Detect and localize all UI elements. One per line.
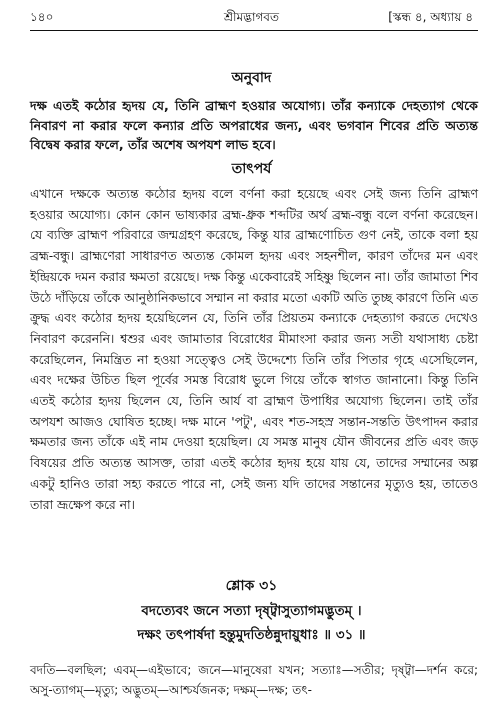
book-title: শ্রীমদ্ভাগবত xyxy=(223,10,279,24)
purport-heading: তাৎপর্য xyxy=(231,161,272,177)
page-number: ১৪০ xyxy=(30,10,54,24)
translation-heading: অনুবাদ xyxy=(231,70,272,86)
purport-text: এখানে দক্ষকে অত্যন্ত কঠোর হৃদয় বলে বর্ণনা করা হয়েছে এবং সেই জন্য তিনি ব্রাহ্মণ হওয়ার অযোগ্য। কোন কোন ভাষ্যকার ব্রহ্ম-ধ্রুক শব্দটির অর্থ ব্রহ্ম-বন্ধু বলে বর্ণনা করেছেন। যে ব্যক্তি ব্রাহ্মণ পরিবারে জন্মগ্রহণ করেছে, কিন্তু যার ব্রাহ্মণোচিত গুণ নেই, তাকে বলা হয় ব্রহ্ম-বন্ধু। ব্রাহ্মণেরা সাধারণত অত্যন্ত কোমল হৃদয় এবং সহনশীল, কারণ তাঁদের মন এবং ইন্দ্রিয়কে দমন করার ক্ষমতা রয়েছে। দক্ষ কিন্তু একেবারেই সহিষ্ণু ছিলেন না। তাঁর জামাতা শিব উঠে দাঁড়িয়ে তাঁকে আনুষ্ঠানিকভাবে সম্মান না করার মতো একটি অতি তুচ্ছ কারণে তিনি এত ক্রুদ্ধ এবং কঠোর হৃদয় হয়েছিলেন যে, তিনি তাঁর প্রিয়তম কন্যাকে দেহত্যাগ করতে দেখেও নিবারণ করেননি। শ্বশুর এবং জামাতার বিরোধের মীমাংসা করার জন্য সতী যথাসাধ্য চেষ্টা করেছিলেন, নিমন্ত্রিত না হওয়া সত্ত্বেও সেই উদ্দেশ্যে তিনি তাঁর পিতার গৃহে এসেছিলেন, এবং দক্ষের উচিত ছিল পূর্বের সমস্ত বিরোধ ভুলে গিয়ে তাঁকে স্বাগত জানানো। কিন্তু তিনি এতই কঠোর হৃদয় ছিলেন যে, তিনি আর্য বা ব্রাহ্মণ উপাধির অযোগ্য ছিলেন। তাই তাঁর অপযশ আজও ঘোষিত হচ্ছে। দক্ষ মানে 'পটু', এবং শত-সহস্র সন্তান-সন্ততি উৎপাদন করার ক্ষমতার জন্য তাঁকে এই নাম দেওয়া হয়েছিল। যে সমস্ত মানুষ যৌন জীবনের প্রতি এবং জড় বিষয়ের প্রতি অত্যন্ত আসক্ত, তারা এতই কঠোর হৃদয় হয়ে যায় যে, তাদের সম্মানের অল্প একটু হানিও তারা সহ্য করতে পারে না, সেই জন্য যদি তাদের সন্তানের মৃত্যুও হয়, তাতেও তারা ভ্রূক্ষেপ করে না। xyxy=(30,187,478,512)
verse-line-1: বদত্যেবং জনে সত্যা দৃষ্ট্বাসুত্যাগমদ্ভুতম্ । xyxy=(141,603,362,619)
header-divider xyxy=(30,30,478,31)
section-reference: [স্কন্ধ ৪, অধ্যায় ৪ xyxy=(388,10,473,24)
synonyms-text: বদতি—বলছিল; এবম্—এইভাবে; জনে—মানুষেরা যখন; সত্যাঃ—সতীর; দৃষ্ট্বা—দর্শন করে; অসু-ত্যাগম্—মৃত্যু; অদ্ভুতম্—আশ্চর্যজনক; দক্ষম্—দক্ষ; তৎ- xyxy=(30,663,478,697)
page-header xyxy=(30,6,473,28)
verse-title: শ্লোক ৩১ xyxy=(225,578,278,594)
translation-text: দক্ষ এতই কঠোর হৃদয় যে, তিনি ব্রাহ্মণ হওয়ার অযোগ্য। তাঁর কন্যাকে দেহত্যাগ থেকে নিবারণ না করার ফলে কন্যার প্রতি অপরাধের জন্য, এবং ভগবান শিবের প্রতি অত্যন্ত বিদ্বেষ করার ফলে, তাঁর অশেষ অপযশ লাভ হবে। xyxy=(30,98,478,152)
verse-line-2: দক্ষং তৎপার্ষদা হন্তুমুদতিষ্ঠন্নুদায়ুধাঃ ॥ ৩১ ॥ xyxy=(137,627,366,643)
